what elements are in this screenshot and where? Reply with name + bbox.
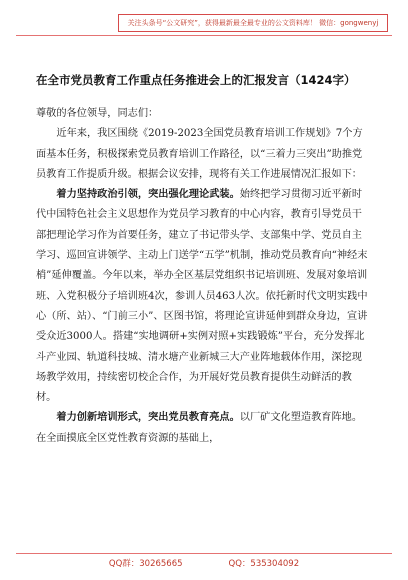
footer-divider: [16, 553, 392, 554]
intro-paragraph: 近年来，我区围绕《2019-2023全国党员教育培训工作规划》7个方面基本任务，积极探索党员教育培训工作路径，以“三着力三突出”助推党员教育工作提质升级。根据会议安排，现将有关工作进展情况汇报如下：: [36, 128, 363, 180]
section-1-heading: 着力坚持政治引领，突出强化理论武装。: [56, 189, 240, 201]
document-title: 在全市党员教育工作重点任务推进会上的汇报发言（1424字）: [36, 73, 356, 87]
footer-qq-group: QQ群：30265665: [108, 559, 183, 569]
section-2-body: 以厂矿文化塑造教育阵地。在全面摸底全区党性教育资源的基础上，: [36, 412, 363, 444]
header-divider: [16, 35, 392, 36]
footer-qq: QQ：535304092: [228, 559, 300, 569]
header-banner: [118, 14, 388, 32]
section-1-paragraph: [36, 185, 372, 408]
salutation: 尊敬的各位领导，同志们：: [36, 108, 159, 119]
section-2-heading: 着力创新培训形式，突出党员教育亮点。: [56, 412, 240, 424]
section-1-body: 始终把学习贯彻习近平新时代中国特色社会主义思想作为党员学习教育的中心内容，教育引导党员干部把理论学习作为首要任务，建立了书记带头学、支部集中学、党员自主学习、巡回宣讲领学、主动上门送学“五学”机制，推动党员教育向“神经末梢”延伸覆盖。今年以来，举办全区基层党组织书记培训班、发展对象培训班、入党积极分子培训班4次，参训人员463人次。依托新时代文明实践中心（所、站）、“门前三小”、区图书馆，将理论宣讲延伸到群众身边，宣讲受众近3000人。搭建“实地调研+实例对照+实践锻炼”平台，充分发挥北斗产业园、轨道科技城、清水塘产业新城三大产业阵地载体作用，深挖现场教学效用，持续密切校企合作，为开展好党员教育提供生动鲜活的教材。: [36, 189, 368, 404]
banner-text: 关注头条号“公文研究”，获得最新最全最专业的公文资料库！ 微信：gongwenyj: [127, 19, 379, 27]
footer: [0, 557, 408, 569]
document-body: [36, 104, 372, 449]
section-2-paragraph: [36, 408, 372, 449]
